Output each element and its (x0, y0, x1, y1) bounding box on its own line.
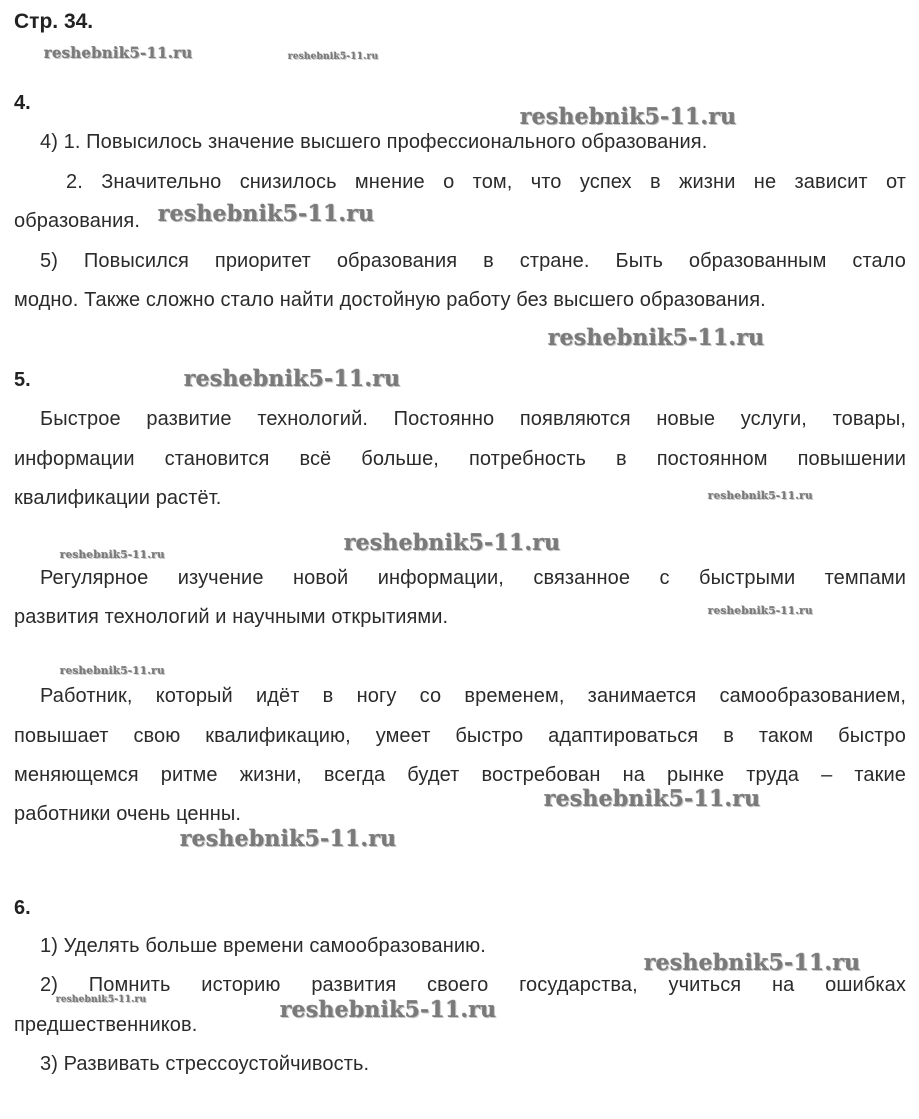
watermark: reshebnik5-11.ru (288, 52, 379, 62)
watermark: reshebnik5-11.ru (184, 366, 401, 392)
watermark: reshebnik5-11.ru (60, 665, 165, 677)
task-5-p3-line-1: Работник, который идёт в ногу со временем, занимается самообразованием, (40, 685, 906, 707)
watermark: reshebnik5-11.ru (708, 605, 813, 617)
task-6-number: 6. (14, 897, 31, 919)
task-6-line-3: предшественников. (14, 1014, 198, 1036)
watermark: reshebnik5-11.ru (544, 786, 761, 812)
task-4-line-4: 5) Повысился приоритет образования в стране. Быть образованным стало (40, 250, 906, 272)
watermark: reshebnik5-11.ru (520, 104, 737, 130)
page-title: Стр. 34. (14, 10, 94, 33)
task-4-number: 4. (14, 92, 31, 114)
task-4-line-5: модно. Также сложно стало найти достойную работу без высшего образования. (14, 289, 766, 311)
watermark: reshebnik5-11.ru (280, 997, 497, 1023)
task-5-number: 5. (14, 369, 31, 391)
task-5-p2-line-2: развития технологий и научными открытиями. (14, 606, 449, 628)
task-6-line-4: 3) Развивать стрессоустойчивость. (40, 1053, 370, 1075)
task-5-p2-line-1: Регулярное изучение новой информации, связанное с быстрыми темпами (40, 567, 906, 589)
task-6-line-2: 2) Помнить историю развития своего государства, учиться на ошибках (40, 974, 906, 996)
watermark: reshebnik5-11.ru (60, 549, 165, 561)
task-5-p3-line-4: работники очень ценны. (14, 803, 242, 825)
task-6-line-1: 1) Уделять больше времени самообразованию. (40, 935, 486, 957)
task-5-p3-line-2: повышает свою квалификацию, умеет быстро адаптироваться в таком быстро (14, 725, 906, 747)
watermark: reshebnik5-11.ru (56, 995, 147, 1005)
watermark: reshebnik5-11.ru (708, 490, 813, 502)
task-5-p3-line-3: меняющемся ритме жизни, всегда будет востребован на рынке труда – такие (14, 764, 906, 786)
watermark: reshebnik5-11.ru (44, 44, 193, 62)
task-4-line-2: 2. Значительно снизилось мнение о том, что успех в жизни не зависит от (66, 171, 906, 193)
task-4-line-1: 4) 1. Повысилось значение высшего профессионального образования. (40, 131, 708, 153)
watermark: reshebnik5-11.ru (344, 530, 561, 556)
task-4-line-3: образования. (14, 210, 140, 232)
task-5-p1-line-1: Быстрое развитие технологий. Постоянно появляются новые услуги, товары, (40, 408, 906, 430)
watermark: reshebnik5-11.ru (180, 826, 397, 852)
watermark: reshebnik5-11.ru (158, 201, 375, 227)
task-5-p1-line-2: информации становится всё больше, потребность в постоянном повышении (14, 448, 906, 470)
watermark: reshebnik5-11.ru (548, 325, 765, 351)
watermark: reshebnik5-11.ru (644, 950, 861, 976)
task-5-p1-line-3: квалификации растёт. (14, 487, 222, 509)
